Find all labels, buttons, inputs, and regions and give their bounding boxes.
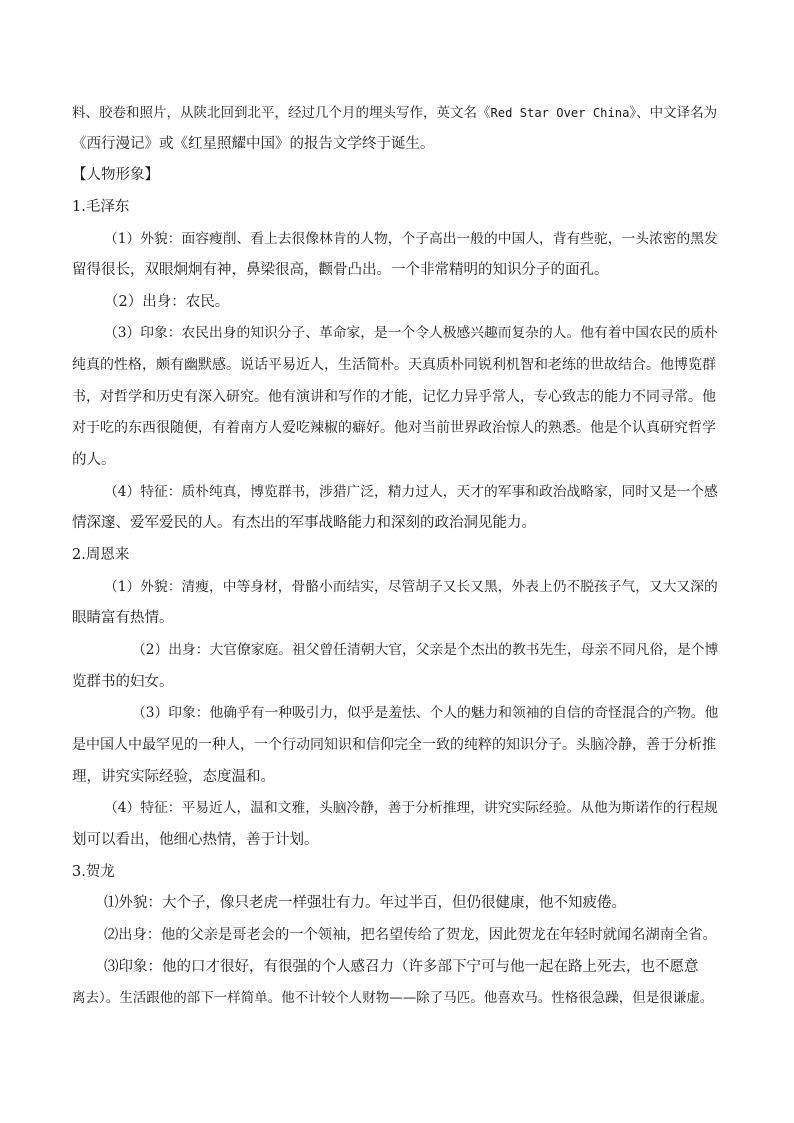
paragraph-line: 离去）。生活跟他的部下一样简单。他不计较个人财物——除了马匹。他喜欢马。性格很急躁，但是很谦虚。	[72, 990, 714, 1006]
section-heading: 【人物形象】	[72, 167, 159, 183]
paragraph-line: （4）特征：平易近人，温和文雅，头脑冷静，善于分析推理，讲究实际经验。从他为斯诺作的行程规	[104, 800, 718, 816]
paragraph-line: ⑶印象：他的口才很好，有很强的个人感召力（许多部下宁可与他一起在路上死去，也不愿意	[104, 959, 699, 975]
intro-text-part-a: 料、胶卷和照片，从陕北回到北平，经过几个月的埋头写作，英文名《	[72, 105, 491, 121]
paragraph-line: （2）出身：农民。	[104, 294, 230, 310]
paragraph-line: 划可以看出，他细心热情，善于计划。	[72, 832, 319, 848]
character-heading-mao: 1.毛泽东	[72, 199, 130, 215]
paragraph-line: 书，对哲学和历史有深入研究。他有演讲和写作的才能，记忆力异乎常人，专心致志的能力不同寻常。他	[72, 389, 716, 405]
paragraph-line: 对于吃的东西很随便，有着南方人爱吃辣椒的癖好。他对当前世界政治惊人的熟悉。他是个认真研究哲学	[72, 420, 716, 436]
character-heading-he: 3.贺龙	[72, 864, 115, 880]
paragraph-line: （1）外貌：清瘦，中等身材，骨骼小而结实，尽管胡子又长又黑，外表上仍不脱孩子气，又大又深的	[104, 579, 718, 595]
paragraph-line: ⑵出身：他的父亲是哥老会的一个领袖，把名望传给了贺龙，因此贺龙在年轻时就闻名湖南全省。	[104, 927, 717, 943]
paragraph-line: （3）印象：农民出身的知识分子、革命家，是一个令人极感兴趣而复杂的人。他有着中国农民的质朴	[104, 325, 718, 341]
intro-text-part-b: 》、中文译名为	[629, 105, 718, 121]
paragraph-line: ⑴外貌：大个子，像只老虎一样强壮有力。年过半百，但仍很健康，他不知疲倦。	[104, 895, 626, 911]
intro-line-1	[72, 104, 717, 122]
paragraph-line: 理，讲究实际经验，态度温和。	[72, 769, 275, 785]
paragraph-line: （4）特征：质朴纯真，博览群书，涉猎广泛，精力过人，天才的军事和政治战略家，同时又是一个感	[104, 484, 718, 500]
paragraph-line: 览群书的妇女。	[72, 674, 174, 690]
paragraph-line: （3）印象：他确乎有一种吸引力，似乎是羞怯、个人的魅力和领袖的自信的奇怪混合的产物。他	[132, 705, 719, 721]
paragraph-line: 眼睛富有热情。	[72, 610, 174, 626]
paragraph-line: 是中国人中最罕见的一种人，一个行动同知识和信仰完全一致的纯粹的知识分子。头脑冷静，善于分析推	[72, 737, 716, 753]
paragraph-line: （1）外貌：面容瘦削、看上去很像林肯的人物，个子高出一般的中国人，背有些驼，一头浓密的黑发	[104, 231, 718, 247]
paragraph-line: 情深邃、爱军爱民的人。有杰出的军事战略能力和深刻的政治洞见能力。	[72, 515, 536, 531]
paragraph-line: 纯真的性格，颇有幽默感。说话平易近人，生活简朴。天真质朴同锐利机智和老练的世故结合。他博览群	[72, 357, 716, 373]
english-title: Red Star Over China	[490, 106, 630, 120]
paragraph-line: 的人。	[72, 452, 116, 468]
character-heading-zhou: 2.周恩来	[72, 547, 130, 563]
intro-line-2: 《西行漫记》或《红星照耀中国》的报告文学终于诞生。	[72, 136, 435, 152]
paragraph-line: 留得很长，双眼炯炯有神，鼻梁很高，颧骨凸出。一个非常精明的知识分子的面孔。	[72, 262, 609, 278]
paragraph-line: （2）出身：大官僚家庭。祖父曾任清朝大官，父亲是个杰出的教书先生，母亲不同凡俗，是个博	[132, 642, 719, 658]
